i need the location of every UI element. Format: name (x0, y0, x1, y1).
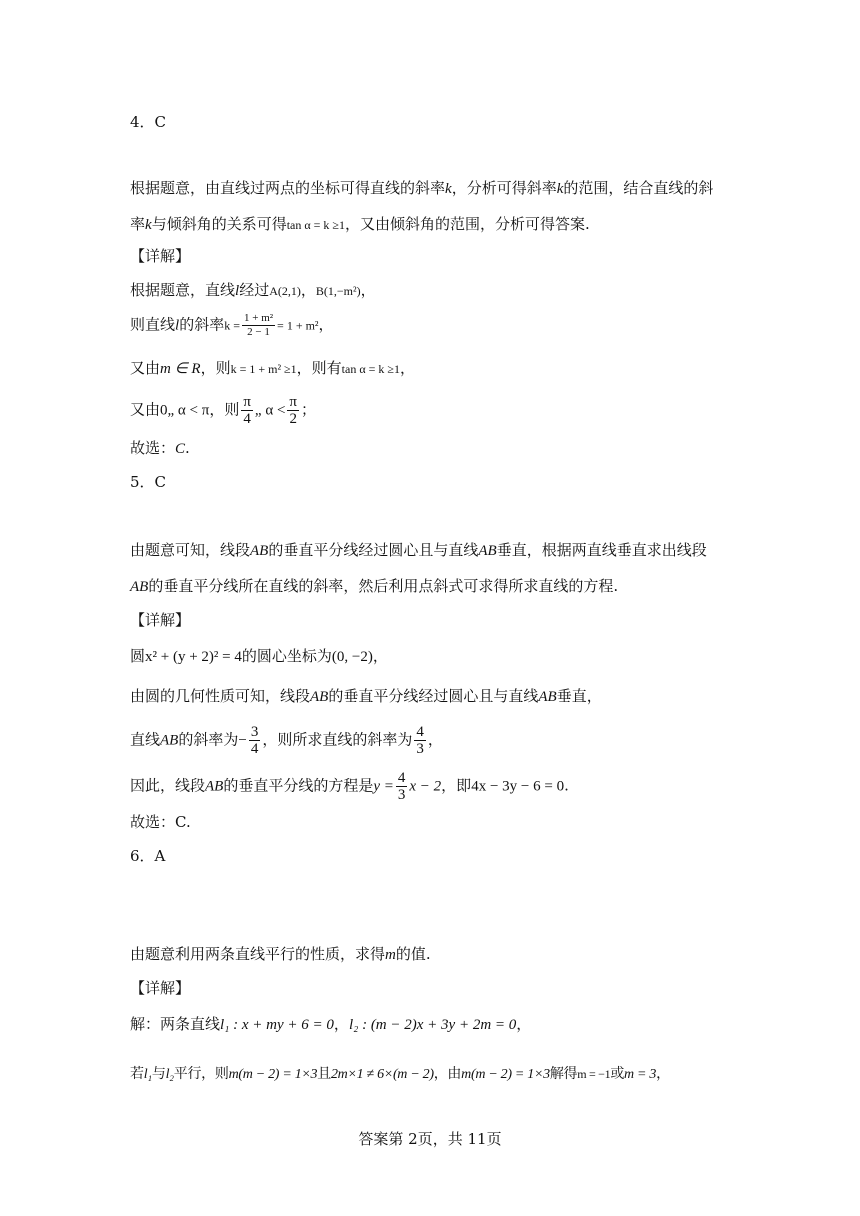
text: ，则所求直线的斜率为 (262, 730, 413, 749)
math-k: k (145, 217, 152, 233)
text: ，则 (200, 359, 231, 377)
math-eq: m(m − 2) = 1×3 (228, 1067, 318, 1082)
math-eq: m(m − 2) = 1×3 (461, 1067, 550, 1082)
text: 平行，则 (173, 1066, 229, 1082)
answer-letter: C (175, 441, 186, 457)
math-l: l (175, 317, 180, 334)
text: 的圆心坐标为 (241, 647, 332, 665)
text: 又由 (130, 400, 161, 419)
math-expr: = 1 + m² (277, 318, 319, 333)
math-l2: l₂ (165, 1067, 174, 1082)
text: 率 (130, 215, 146, 233)
page-footer: 答案第 2页，共 11页 (358, 1130, 502, 1148)
math-ineq: „ α < (254, 402, 286, 419)
q5-analysis-line-1 (130, 540, 707, 561)
math-circle-eq: x² + (y + 2)² = 4 (145, 649, 242, 665)
text: 的垂直平分线的方程是 (223, 776, 374, 795)
text: ，则 (209, 400, 240, 419)
fraction (287, 394, 299, 427)
q6-detail-line-1 (130, 1014, 531, 1035)
text: . (564, 776, 569, 795)
math-l: l (235, 283, 240, 299)
text: ，即 (441, 776, 472, 795)
numerator: π (289, 394, 297, 410)
text: 由题意利用两条直线平行的性质，求得 (130, 945, 386, 963)
text: 的范围，结合直线的斜 (563, 179, 714, 197)
denominator: 4 (250, 741, 259, 757)
fraction (241, 394, 253, 427)
text: 的垂直平分线所在直线的斜率，然后利用点斜式可求得所求直线的方程. (148, 577, 619, 595)
fraction (396, 770, 408, 803)
q5-detail-line-2 (130, 686, 602, 707)
math-l2: l₂ : (m − 2)x + 3y + 2m = 0 (348, 1017, 517, 1033)
text: 由圆的几何性质可知，线段 (130, 687, 311, 705)
text: 直线 (130, 730, 161, 749)
q4-detail-line-4 (130, 394, 316, 427)
text: 的垂直平分线经过圆心且与直线 (268, 541, 479, 559)
q5-answer: 5．C (130, 473, 167, 491)
q4-detail-heading: 【详解】 (130, 247, 191, 265)
text: 的垂直平分线经过圆心且与直线 (328, 687, 539, 705)
math-tan: tan α = k ≥1 (341, 362, 400, 376)
text: 经过 (239, 281, 270, 299)
math-k: k (445, 181, 452, 197)
math-expr: x − 2 (409, 778, 442, 795)
math-ab: AB (538, 689, 557, 705)
math-k: k (556, 181, 564, 197)
numerator: 4 (397, 770, 406, 786)
text: 解得 (549, 1066, 578, 1082)
q5-detail-heading: 【详解】 (130, 611, 191, 629)
math-y: y = (373, 778, 394, 795)
q4-detail-line-1 (130, 280, 376, 301)
math-ineq: 2m×1 ≠ 6×(m − 2) (330, 1067, 434, 1082)
text: ， (399, 359, 415, 377)
q4-analysis-line-1 (130, 178, 713, 199)
text: 与倾斜角的关系可得 (151, 215, 287, 233)
math-ab: AB (205, 778, 224, 795)
text: ， (427, 730, 443, 749)
math-center: (0, −2) (331, 649, 373, 665)
q4-select (130, 438, 190, 459)
q6-answer: 6．A (130, 847, 166, 865)
text: ，又由倾斜角的范围，分析可得答案. (345, 215, 590, 233)
text: ， (372, 647, 388, 665)
text: 垂直， (556, 687, 602, 705)
fraction (242, 312, 275, 339)
text: 根据题意，由直线过两点的坐标可得直线的斜率 (130, 179, 446, 197)
fraction (249, 724, 261, 757)
text: ， (656, 1066, 670, 1082)
q4-detail-line-2 (130, 312, 334, 339)
text: 且 (317, 1066, 331, 1082)
text: 又由 (130, 359, 161, 377)
text: ， (318, 315, 334, 334)
numerator: π (243, 394, 251, 410)
math-tan: tan α = k ≥1 (286, 218, 346, 232)
text: 或 (610, 1066, 625, 1082)
q6-analysis-line-1 (130, 944, 431, 965)
q5-analysis-line-2 (130, 576, 618, 597)
math-k-eq: k = (224, 318, 240, 333)
text: 圆 (130, 647, 146, 665)
math-l1: l₁ : x + my + 6 = 0 (220, 1017, 334, 1033)
text: 由题意可知，线段 (130, 541, 251, 559)
text: 垂直，根据两直线垂直求出线段 (496, 541, 707, 559)
math-l1: l₁ (143, 1067, 152, 1082)
text: 解：两条直线 (130, 1015, 221, 1033)
math-ab: AB (478, 543, 497, 559)
fraction (414, 724, 426, 757)
denominator: 3 (397, 787, 406, 803)
math-range: 0„ α < π (160, 402, 210, 419)
numerator: 1 + m² (243, 312, 274, 324)
text: ， (333, 1015, 349, 1033)
math-m: m (385, 947, 396, 963)
text: ， (360, 281, 376, 299)
math-ab: AB (310, 689, 329, 705)
q6-detail-heading: 【详解】 (130, 979, 191, 997)
q4-analysis-line-2 (130, 214, 590, 235)
q4-answer: 4．C (130, 113, 167, 131)
text: 若 (130, 1066, 144, 1082)
text: 故选： (130, 439, 176, 457)
text: ，由 (433, 1066, 462, 1082)
numerator: 4 (416, 724, 424, 740)
text: 的值. (395, 945, 431, 963)
text: 的斜率为 (178, 730, 239, 749)
math-ab: AB (250, 543, 269, 559)
denominator: 2 − 1 (247, 326, 270, 338)
math-point-b: B(1,−m²) (315, 284, 361, 298)
numerator: 3 (250, 724, 259, 740)
text: 则直线 (130, 315, 176, 334)
q4-detail-line-3 (130, 358, 415, 379)
denominator: 4 (243, 411, 251, 427)
text: ，分析可得斜率 (451, 179, 557, 197)
math-line-eq: 4x − 3y − 6 = 0 (471, 778, 565, 795)
q5-detail-line-4 (130, 770, 569, 803)
text: 的斜率 (179, 315, 225, 334)
text: 因此，线段 (130, 776, 206, 795)
math-ab: AB (160, 732, 179, 749)
denominator: 2 (289, 411, 297, 427)
q5-detail-line-1 (130, 646, 388, 667)
text: ； (300, 400, 316, 419)
denominator: 3 (416, 741, 424, 757)
q6-detail-line-2 (130, 1064, 670, 1085)
math-solution: m = 3 (624, 1067, 657, 1082)
math-ab: AB (130, 579, 149, 595)
text: ， (300, 281, 316, 299)
text: . (185, 439, 190, 457)
q5-detail-line-3 (130, 724, 443, 757)
math-k-ineq: k = 1 + m² ≥1 (230, 362, 297, 376)
math-m-in-r: m ∈ R (160, 361, 201, 377)
text: ，则有 (296, 359, 342, 377)
text: ， (516, 1015, 532, 1033)
math-solution: m = −1 (577, 1067, 611, 1081)
minus-sign: − (238, 732, 247, 749)
text: 与 (151, 1066, 166, 1082)
text: 根据题意，直线 (130, 281, 236, 299)
q5-select: 故选：C. (130, 813, 191, 831)
math-point-a: A(2,1) (269, 284, 301, 298)
